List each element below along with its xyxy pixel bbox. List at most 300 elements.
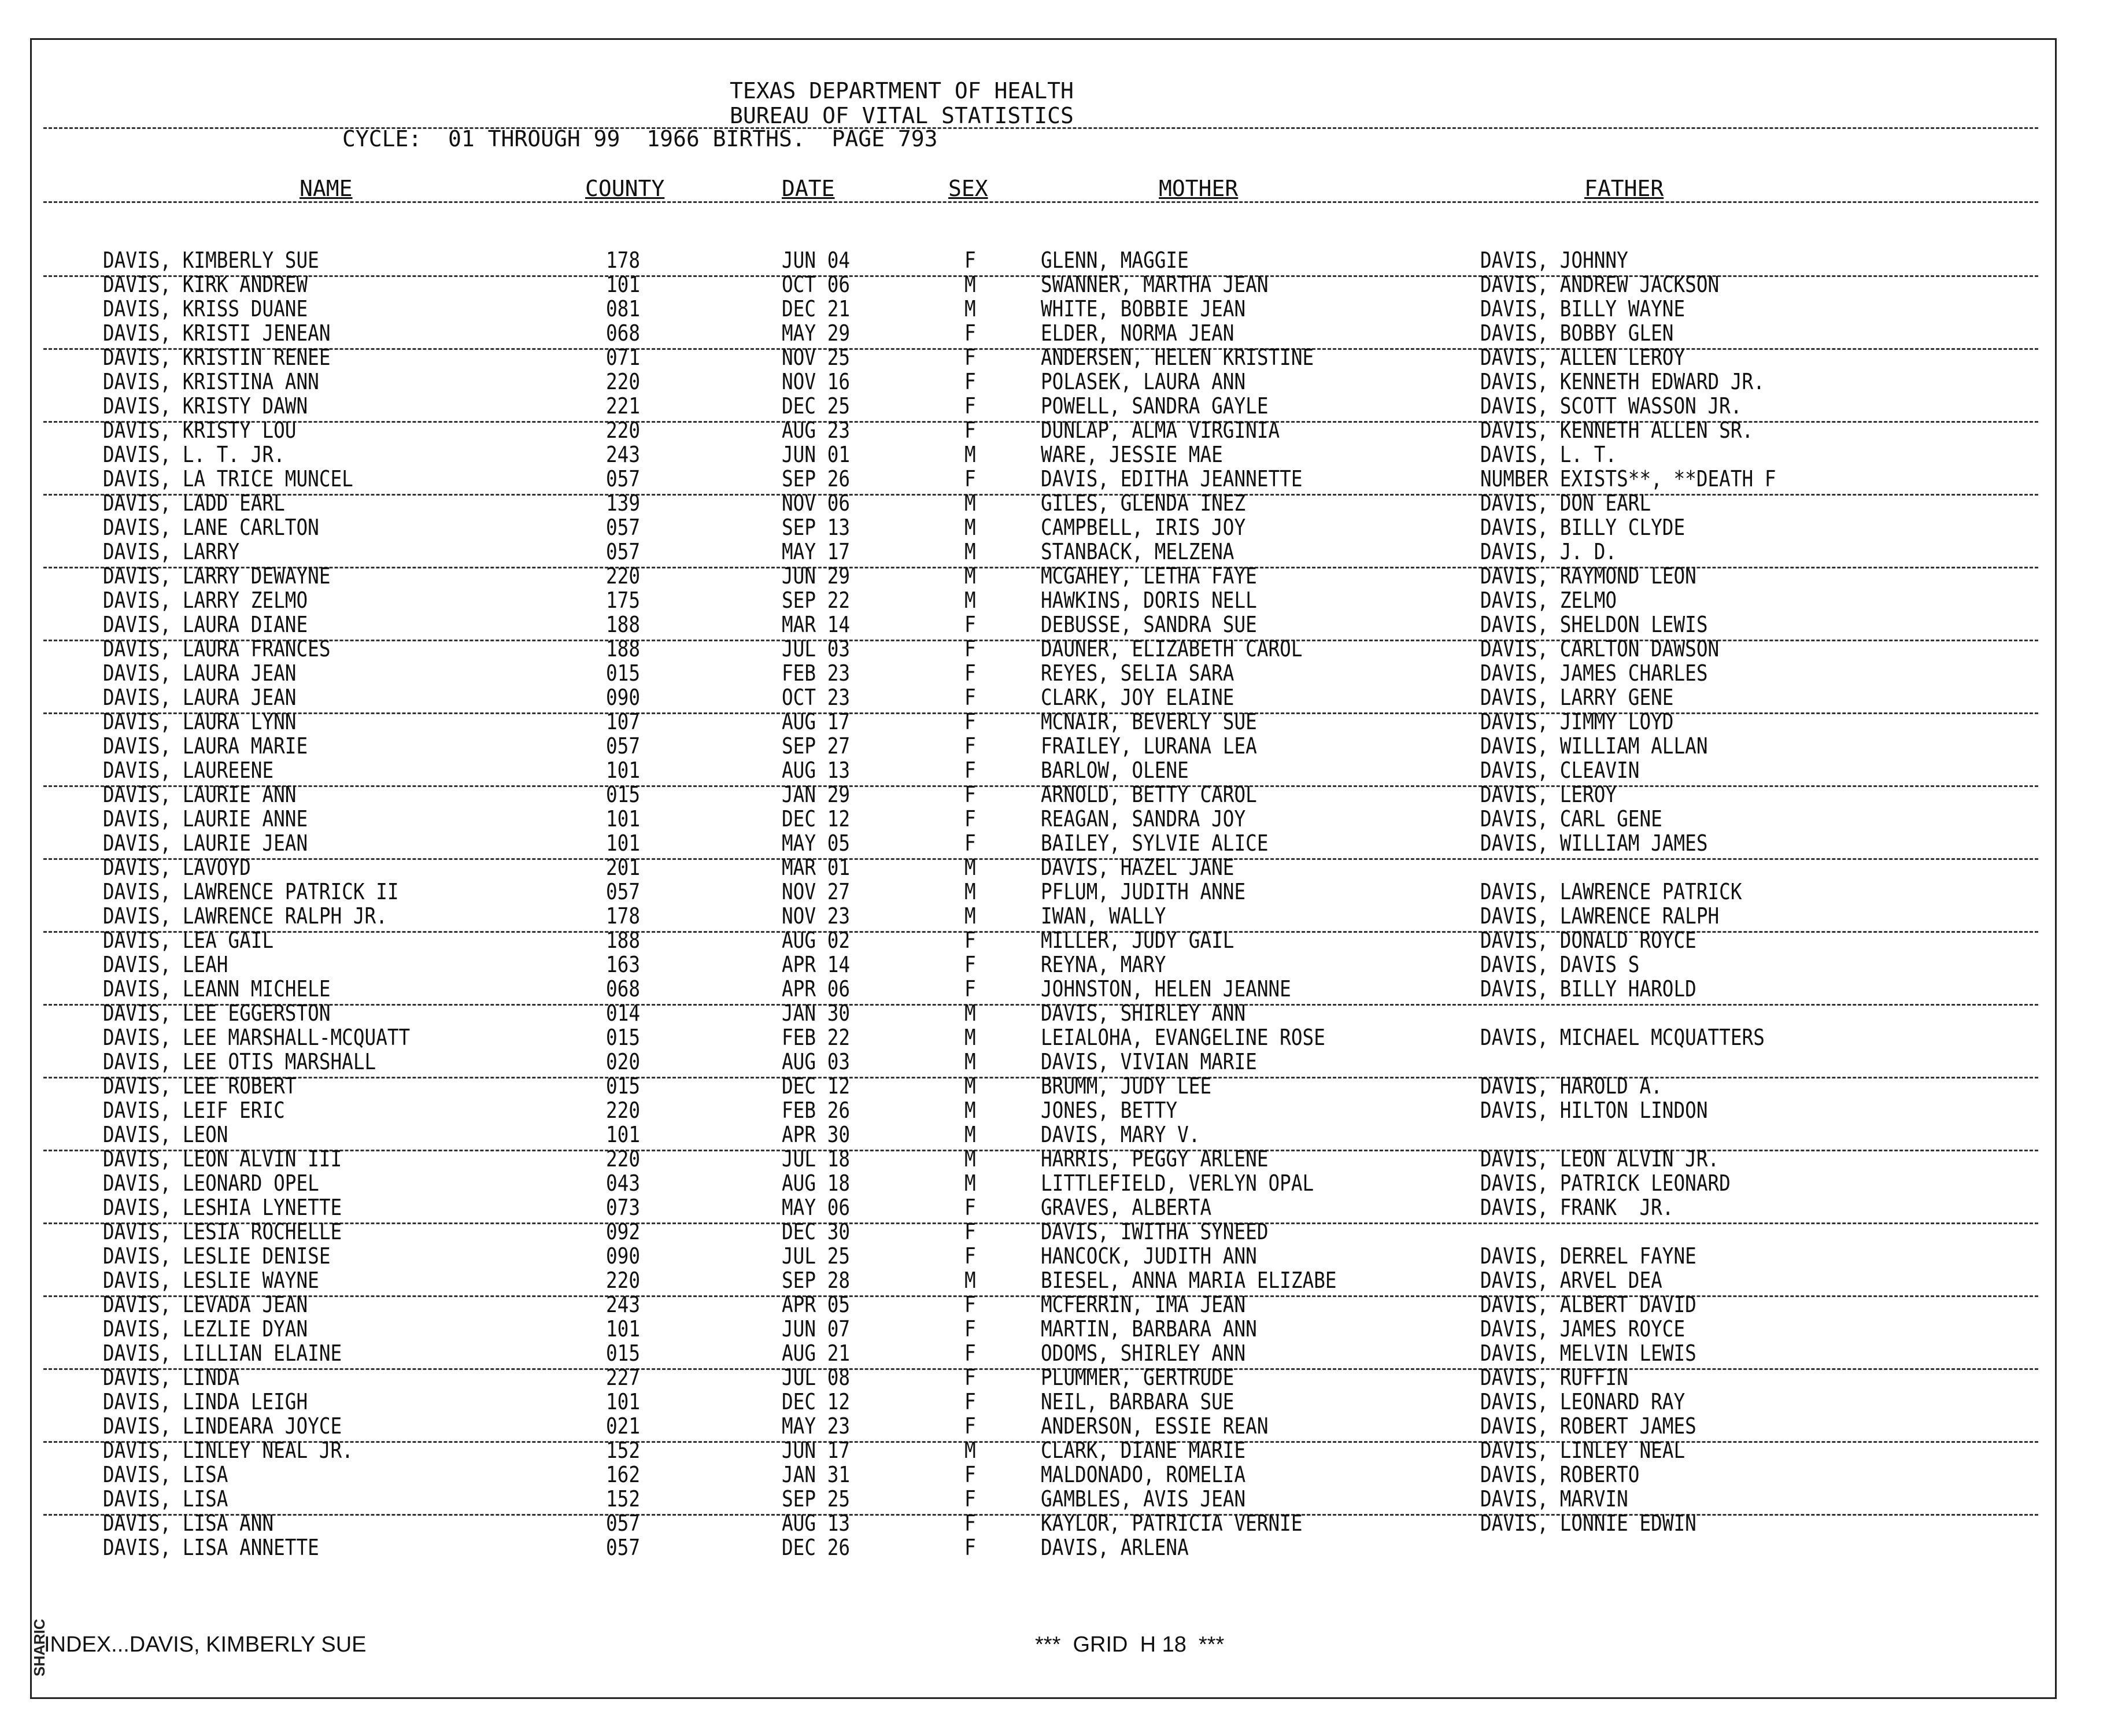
cycle-line: CYCLE: 01 THROUGH 99 1966 BIRTHS. PAGE 793 xyxy=(342,126,938,152)
cell-name: DAVIS, LINDEARA JOYCE xyxy=(103,1413,342,1439)
table-row xyxy=(0,1413,2118,1438)
cell-county: 175 xyxy=(606,588,641,613)
cell-mother: IWAN, WALLY xyxy=(1041,903,1166,929)
cell-father: NUMBER EXISTS**, **DEATH F xyxy=(1480,466,1776,492)
cell-mother: MALDONADO, ROMELIA xyxy=(1041,1462,1246,1487)
cell-mother: BIESEL, ANNA MARIA ELIZABE xyxy=(1041,1268,1337,1293)
cell-father: DAVIS, SCOTT WASSON JR. xyxy=(1480,393,1742,419)
cell-name: DAVIS, LARRY DEWAYNE xyxy=(103,563,331,589)
side-label: SHARIC xyxy=(31,1619,48,1676)
cell-father: DAVIS, RUFFIN xyxy=(1480,1365,1628,1390)
cell-date: NOV 27 xyxy=(782,879,851,904)
cell-sex: M xyxy=(964,1122,976,1147)
cell-county: 220 xyxy=(606,563,641,589)
cell-sex: M xyxy=(964,539,976,564)
cell-sex: F xyxy=(964,1316,976,1342)
cell-father: DAVIS, JOHNNY xyxy=(1480,248,1628,273)
cell-date: FEB 22 xyxy=(782,1025,851,1050)
cell-county: 057 xyxy=(606,733,641,759)
cell-sex: F xyxy=(964,418,976,443)
cell-father: DAVIS, DON EARL xyxy=(1480,490,1651,516)
cell-sex: M xyxy=(964,1268,976,1293)
cell-name: DAVIS, LEZLIE DYAN xyxy=(103,1316,308,1342)
cell-date: SEP 22 xyxy=(782,588,851,613)
cell-father: DAVIS, WILLIAM ALLAN xyxy=(1480,733,1708,759)
col-header-mother: MOTHER xyxy=(1159,176,1239,201)
table-row xyxy=(0,539,2118,563)
cell-name: DAVIS, KRISTY DAWN xyxy=(103,393,308,419)
cell-county: 015 xyxy=(606,660,641,686)
table-row xyxy=(0,248,2118,272)
cell-father: DAVIS, KENNETH ALLEN SR. xyxy=(1480,418,1754,443)
cell-county: 162 xyxy=(606,1462,641,1487)
cell-county: 015 xyxy=(606,1025,641,1050)
table-row xyxy=(0,1025,2118,1049)
cell-name: DAVIS, LA TRICE MUNCEL xyxy=(103,466,353,492)
cell-father: DAVIS, ARVEL DEA xyxy=(1480,1268,1662,1293)
cell-sex: M xyxy=(964,879,976,904)
table-row xyxy=(0,320,2118,345)
cell-sex: F xyxy=(964,1510,976,1536)
cell-name: DAVIS, LEVADA JEAN xyxy=(103,1292,308,1317)
cell-date: DEC 30 xyxy=(782,1219,851,1244)
cell-father: DAVIS, LEONARD RAY xyxy=(1480,1389,1685,1414)
cell-date: APR 05 xyxy=(782,1292,851,1317)
cell-name: DAVIS, LESHIA LYNETTE xyxy=(103,1195,342,1220)
cell-date: JUN 17 xyxy=(782,1438,851,1463)
table-row xyxy=(0,1170,2118,1195)
cell-father: DAVIS, LAWRENCE RALPH xyxy=(1480,903,1720,929)
cell-date: AUG 23 xyxy=(782,418,851,443)
cell-date: MAY 23 xyxy=(782,1413,851,1439)
cell-father: DAVIS, ROBERTO xyxy=(1480,1462,1640,1487)
table-row xyxy=(0,782,2118,806)
table-row xyxy=(0,466,2118,490)
cell-sex: F xyxy=(964,830,976,856)
footer-grid: *** GRID H 18 *** xyxy=(1035,1632,1225,1657)
cell-name: DAVIS, LILLIAN ELAINE xyxy=(103,1340,342,1366)
cell-mother: SWANNER, MARTHA JEAN xyxy=(1041,272,1269,297)
table-row xyxy=(0,418,2118,442)
table-row xyxy=(0,1510,2118,1535)
cell-date: SEP 28 xyxy=(782,1268,851,1293)
cell-county: 090 xyxy=(606,685,641,710)
cell-mother: ANDERSEN, HELEN KRISTINE xyxy=(1041,345,1314,370)
cell-name: DAVIS, KRISS DUANE xyxy=(103,296,308,322)
cell-father: DAVIS, JAMES ROYCE xyxy=(1480,1316,1685,1342)
cell-name: DAVIS, LAWRENCE RALPH JR. xyxy=(103,903,387,929)
cell-sex: F xyxy=(964,1243,976,1269)
cell-father: DAVIS, BILLY WAYNE xyxy=(1480,296,1685,322)
table-row xyxy=(0,490,2118,515)
table-row xyxy=(0,272,2118,296)
cell-mother: DAVIS, IWITHA SYNEED xyxy=(1041,1219,1269,1244)
cell-county: 188 xyxy=(606,612,641,637)
cell-date: JUN 29 xyxy=(782,563,851,589)
cell-name: DAVIS, LESLIE DENISE xyxy=(103,1243,331,1269)
cell-county: 057 xyxy=(606,1510,641,1536)
cell-name: DAVIS, LEONARD OPEL xyxy=(103,1170,319,1196)
table-row xyxy=(0,1535,2118,1559)
cell-mother: STANBACK, MELZENA xyxy=(1041,539,1234,564)
cell-mother: JOHNSTON, HELEN JEANNE xyxy=(1041,976,1291,1002)
cell-mother: MCGAHEY, LETHA FAYE xyxy=(1041,563,1257,589)
cell-mother: NEIL, BARBARA SUE xyxy=(1041,1389,1234,1414)
table-row xyxy=(0,563,2118,588)
cell-father: DAVIS, JAMES CHARLES xyxy=(1480,660,1708,686)
cell-name: DAVIS, LINDA LEIGH xyxy=(103,1389,308,1414)
cell-name: DAVIS, LESIA ROCHELLE xyxy=(103,1219,342,1244)
col-header-date: DATE xyxy=(782,176,835,201)
cell-date: SEP 27 xyxy=(782,733,851,759)
cell-sex: F xyxy=(964,1340,976,1366)
cell-date: JUL 03 xyxy=(782,636,851,662)
cell-name: DAVIS, LAWRENCE PATRICK II xyxy=(103,879,399,904)
cell-date: NOV 06 xyxy=(782,490,851,516)
cell-name: DAVIS, LINDA xyxy=(103,1365,240,1390)
cell-name: DAVIS, LISA xyxy=(103,1462,228,1487)
cell-name: DAVIS, LANE CARLTON xyxy=(103,515,319,540)
cell-mother: GRAVES, ALBERTA xyxy=(1041,1195,1212,1220)
cell-county: 221 xyxy=(606,393,641,419)
cell-sex: M xyxy=(964,1000,976,1026)
table-row xyxy=(0,1438,2118,1462)
cell-father: DAVIS, LONNIE EDWIN xyxy=(1480,1510,1696,1536)
cell-date: DEC 25 xyxy=(782,393,851,419)
cell-date: AUG 13 xyxy=(782,758,851,783)
cell-sex: M xyxy=(964,588,976,613)
cell-sex: F xyxy=(964,806,976,832)
cell-name: DAVIS, LEE EGGERSTON xyxy=(103,1000,331,1026)
table-row xyxy=(0,758,2118,782)
cell-name: DAVIS, LISA xyxy=(103,1486,228,1512)
table-row xyxy=(0,1268,2118,1292)
cell-date: MAY 05 xyxy=(782,830,851,856)
cell-father: DAVIS, J. D. xyxy=(1480,539,1617,564)
cell-sex: F xyxy=(964,709,976,734)
cell-father: DAVIS, HAROLD A. xyxy=(1480,1073,1662,1099)
cell-sex: F xyxy=(964,1486,976,1512)
table-row xyxy=(0,709,2118,733)
cell-sex: F xyxy=(964,660,976,686)
cell-county: 014 xyxy=(606,1000,641,1026)
cell-county: 163 xyxy=(606,952,641,977)
cell-county: 057 xyxy=(606,466,641,492)
cell-date: APR 14 xyxy=(782,952,851,977)
cell-date: FEB 23 xyxy=(782,660,851,686)
cell-date: DEC 12 xyxy=(782,806,851,832)
cell-mother: CAMPBELL, IRIS JOY xyxy=(1041,515,1246,540)
cell-mother: MCNAIR, BEVERLY SUE xyxy=(1041,709,1257,734)
cell-father: DAVIS, L. T. xyxy=(1480,442,1617,467)
cell-name: DAVIS, LAURA FRANCES xyxy=(103,636,331,662)
cell-sex: F xyxy=(964,466,976,492)
cell-father: DAVIS, MICHAEL MCQUATTERS xyxy=(1480,1025,1765,1050)
cell-county: 071 xyxy=(606,345,641,370)
cell-county: 073 xyxy=(606,1195,641,1220)
table-row xyxy=(0,733,2118,758)
table-row xyxy=(0,296,2118,320)
cell-sex: M xyxy=(964,903,976,929)
cell-date: APR 30 xyxy=(782,1122,851,1147)
cell-mother: HAWKINS, DORIS NELL xyxy=(1041,588,1257,613)
cell-sex: F xyxy=(964,369,976,394)
cell-mother: GLENN, MAGGIE xyxy=(1041,248,1189,273)
cell-father: DAVIS, JIMMY LOYD xyxy=(1480,709,1674,734)
cell-date: JUL 25 xyxy=(782,1243,851,1269)
table-row xyxy=(0,515,2118,539)
cell-mother: DAVIS, ARLENA xyxy=(1041,1535,1189,1560)
cell-county: 101 xyxy=(606,1389,641,1414)
cell-sex: F xyxy=(964,1535,976,1560)
table-row xyxy=(0,1389,2118,1413)
cell-mother: POWELL, SANDRA GAYLE xyxy=(1041,393,1269,419)
cell-county: 015 xyxy=(606,1340,641,1366)
cell-county: 057 xyxy=(606,879,641,904)
cell-name: DAVIS, LEE MARSHALL-MCQUATT xyxy=(103,1025,411,1050)
cell-name: DAVIS, LAURIE JEAN xyxy=(103,830,308,856)
cell-father: DAVIS, DERREL FAYNE xyxy=(1480,1243,1696,1269)
cell-sex: M xyxy=(964,1170,976,1196)
cell-mother: GAMBLES, AVIS JEAN xyxy=(1041,1486,1246,1512)
cell-name: DAVIS, KRISTI JENEAN xyxy=(103,320,331,346)
cell-date: JUN 04 xyxy=(782,248,851,273)
cell-mother: HARRIS, PEGGY ARLENE xyxy=(1041,1146,1269,1172)
cell-mother: MARTIN, BARBARA ANN xyxy=(1041,1316,1257,1342)
cell-mother: PLUMMER, GERTRUDE xyxy=(1041,1365,1234,1390)
cell-county: 057 xyxy=(606,539,641,564)
cell-date: AUG 13 xyxy=(782,1510,851,1536)
table-row xyxy=(0,952,2118,976)
cell-name: DAVIS, LAURA LYNN xyxy=(103,709,297,734)
cell-mother: DAVIS, HAZEL JANE xyxy=(1041,855,1234,880)
cell-father: DAVIS, BOBBY GLEN xyxy=(1480,320,1674,346)
cell-father: DAVIS, LARRY GENE xyxy=(1480,685,1674,710)
cell-father: DAVIS, MARVIN xyxy=(1480,1486,1628,1512)
cell-county: 243 xyxy=(606,1292,641,1317)
cell-county: 021 xyxy=(606,1413,641,1439)
cell-date: OCT 06 xyxy=(782,272,851,297)
cell-mother: DAVIS, MARY V. xyxy=(1041,1122,1200,1147)
cell-date: DEC 12 xyxy=(782,1389,851,1414)
cell-date: JAN 31 xyxy=(782,1462,851,1487)
cell-county: 178 xyxy=(606,903,641,929)
cell-mother: DEBUSSE, SANDRA SUE xyxy=(1041,612,1257,637)
cell-date: APR 06 xyxy=(782,976,851,1002)
cell-county: 188 xyxy=(606,928,641,953)
cell-sex: F xyxy=(964,636,976,662)
table-row xyxy=(0,1462,2118,1486)
cell-date: JUL 08 xyxy=(782,1365,851,1390)
cell-name: DAVIS, LARRY ZELMO xyxy=(103,588,308,613)
table-row xyxy=(0,1292,2118,1316)
table-row xyxy=(0,1073,2118,1098)
cell-date: JUL 18 xyxy=(782,1146,851,1172)
table-row xyxy=(0,855,2118,879)
cell-name: DAVIS, LAUREENE xyxy=(103,758,274,783)
cell-sex: M xyxy=(964,1025,976,1050)
cell-date: FEB 26 xyxy=(782,1098,851,1123)
cell-name: DAVIS, LAURA JEAN xyxy=(103,660,297,686)
cell-county: 220 xyxy=(606,1146,641,1172)
cell-sex: F xyxy=(964,345,976,370)
cell-sex: M xyxy=(964,1049,976,1074)
table-row xyxy=(0,369,2118,393)
table-row xyxy=(0,660,2118,685)
cell-county: 152 xyxy=(606,1438,641,1463)
cell-mother: WARE, JESSIE MAE xyxy=(1041,442,1223,467)
cell-date: DEC 21 xyxy=(782,296,851,322)
cell-name: DAVIS, KRISTY LOU xyxy=(103,418,297,443)
cell-father: DAVIS, KENNETH EDWARD JR. xyxy=(1480,369,1765,394)
cell-father: DAVIS, ZELMO xyxy=(1480,588,1617,613)
cell-county: 152 xyxy=(606,1486,641,1512)
cell-county: 101 xyxy=(606,758,641,783)
cell-father: DAVIS, HILTON LINDON xyxy=(1480,1098,1708,1123)
cell-mother: JONES, BETTY xyxy=(1041,1098,1178,1123)
cell-name: DAVIS, KIMBERLY SUE xyxy=(103,248,319,273)
cell-date: OCT 23 xyxy=(782,685,851,710)
table-row xyxy=(0,830,2118,855)
cell-sex: F xyxy=(964,685,976,710)
cell-county: 015 xyxy=(606,1073,641,1099)
cell-county: 101 xyxy=(606,1122,641,1147)
cell-sex: F xyxy=(964,782,976,807)
cell-name: DAVIS, LEE ROBERT xyxy=(103,1073,297,1099)
cell-sex: M xyxy=(964,296,976,322)
table-row xyxy=(0,1098,2118,1122)
cell-mother: REYES, SELIA SARA xyxy=(1041,660,1234,686)
table-row xyxy=(0,685,2118,709)
cell-father: DAVIS, DONALD ROYCE xyxy=(1480,928,1696,953)
cell-name: DAVIS, LEON ALVIN III xyxy=(103,1146,342,1172)
cell-mother: BAILEY, SYLVIE ALICE xyxy=(1041,830,1269,856)
cell-sex: M xyxy=(964,1438,976,1463)
cell-sex: F xyxy=(964,928,976,953)
cell-mother: DUNLAP, ALMA VIRGINIA xyxy=(1041,418,1280,443)
header-line1: TEXAS DEPARTMENT OF HEALTH xyxy=(730,78,1074,104)
cell-sex: F xyxy=(964,1365,976,1390)
footer-index: INDEX...DAVIS, KIMBERLY SUE xyxy=(44,1632,367,1657)
cell-mother: ODOMS, SHIRLEY ANN xyxy=(1041,1340,1246,1366)
cell-county: 201 xyxy=(606,855,641,880)
cell-father: DAVIS, ALBERT DAVID xyxy=(1480,1292,1696,1317)
cell-county: 101 xyxy=(606,830,641,856)
cell-date: SEP 25 xyxy=(782,1486,851,1512)
cell-sex: F xyxy=(964,1462,976,1487)
cell-date: NOV 16 xyxy=(782,369,851,394)
cell-father: DAVIS, PATRICK LEONARD xyxy=(1480,1170,1731,1196)
cell-name: DAVIS, L. T. JR. xyxy=(103,442,285,467)
table-row xyxy=(0,442,2118,466)
cell-date: JUN 07 xyxy=(782,1316,851,1342)
cell-date: MAY 06 xyxy=(782,1195,851,1220)
cell-mother: DAVIS, SHIRLEY ANN xyxy=(1041,1000,1246,1026)
cell-father: DAVIS, BILLY CLYDE xyxy=(1480,515,1685,540)
cell-name: DAVIS, LEON xyxy=(103,1122,228,1147)
cell-county: 090 xyxy=(606,1243,641,1269)
table-row xyxy=(0,879,2118,903)
cell-county: 139 xyxy=(606,490,641,516)
cell-name: DAVIS, LISA ANNETTE xyxy=(103,1535,319,1560)
cell-father: DAVIS, DAVIS S xyxy=(1480,952,1640,977)
cell-date: MAR 01 xyxy=(782,855,851,880)
table-row xyxy=(0,636,2118,660)
cell-father: DAVIS, LINLEY NEAL xyxy=(1480,1438,1685,1463)
col-header-father: FATHER xyxy=(1584,176,1664,201)
cell-date: JUN 01 xyxy=(782,442,851,467)
table-row xyxy=(0,1365,2118,1389)
cell-father: DAVIS, CARL GENE xyxy=(1480,806,1662,832)
cell-mother: CLARK, JOY ELAINE xyxy=(1041,685,1234,710)
cell-mother: REYNA, MARY xyxy=(1041,952,1166,977)
cell-date: AUG 18 xyxy=(782,1170,851,1196)
cell-mother: LITTLEFIELD, VERLYN OPAL xyxy=(1041,1170,1314,1196)
cell-sex: F xyxy=(964,1195,976,1220)
cell-sex: F xyxy=(964,758,976,783)
cell-county: 188 xyxy=(606,636,641,662)
cell-date: NOV 23 xyxy=(782,903,851,929)
cell-sex: F xyxy=(964,320,976,346)
cell-county: 220 xyxy=(606,1268,641,1293)
cell-county: 107 xyxy=(606,709,641,734)
table-row xyxy=(0,1195,2118,1219)
cell-sex: F xyxy=(964,393,976,419)
cell-father: DAVIS, MELVIN LEWIS xyxy=(1480,1340,1696,1366)
cell-father: DAVIS, BILLY HAROLD xyxy=(1480,976,1696,1002)
cell-name: DAVIS, LARRY xyxy=(103,539,240,564)
col-header-name: NAME xyxy=(300,176,353,201)
cell-date: DEC 26 xyxy=(782,1535,851,1560)
cell-mother: ELDER, NORMA JEAN xyxy=(1041,320,1234,346)
cell-county: 015 xyxy=(606,782,641,807)
cell-father: DAVIS, ALLEN LEROY xyxy=(1480,345,1685,370)
cell-county: 101 xyxy=(606,272,641,297)
table-row xyxy=(0,393,2118,418)
cell-mother: POLASEK, LAURA ANN xyxy=(1041,369,1246,394)
cell-name: DAVIS, LEE OTIS MARSHALL xyxy=(103,1049,376,1074)
table-row xyxy=(0,928,2118,952)
cell-sex: F xyxy=(964,733,976,759)
table-row xyxy=(0,1486,2118,1510)
cell-sex: F xyxy=(964,1292,976,1317)
cell-name: DAVIS, LAURA MARIE xyxy=(103,733,308,759)
cell-name: DAVIS, LINLEY NEAL JR. xyxy=(103,1438,353,1463)
cell-date: JAN 29 xyxy=(782,782,851,807)
cell-mother: DAVIS, EDITHA JEANNETTE xyxy=(1041,466,1303,492)
cell-mother: FRAILEY, LURANA LEA xyxy=(1041,733,1257,759)
cell-sex: F xyxy=(964,1219,976,1244)
cell-mother: DAUNER, ELIZABETH CAROL xyxy=(1041,636,1303,662)
cell-sex: M xyxy=(964,490,976,516)
cell-name: DAVIS, KRISTIN RENEE xyxy=(103,345,331,370)
table-row xyxy=(0,1049,2118,1073)
cell-county: 178 xyxy=(606,248,641,273)
cell-county: 220 xyxy=(606,418,641,443)
cell-name: DAVIS, LAURA JEAN xyxy=(103,685,297,710)
cell-father: DAVIS, ROBERT JAMES xyxy=(1480,1413,1696,1439)
cell-county: 220 xyxy=(606,1098,641,1123)
col-header-county: COUNTY xyxy=(585,176,665,201)
cell-county: 068 xyxy=(606,976,641,1002)
table-row xyxy=(0,588,2118,612)
cell-father: DAVIS, LEROY xyxy=(1480,782,1617,807)
cell-name: DAVIS, LADD EARL xyxy=(103,490,285,516)
cell-county: 101 xyxy=(606,806,641,832)
table-row xyxy=(0,806,2118,830)
table-row xyxy=(0,903,2118,928)
table-row xyxy=(0,1219,2118,1243)
